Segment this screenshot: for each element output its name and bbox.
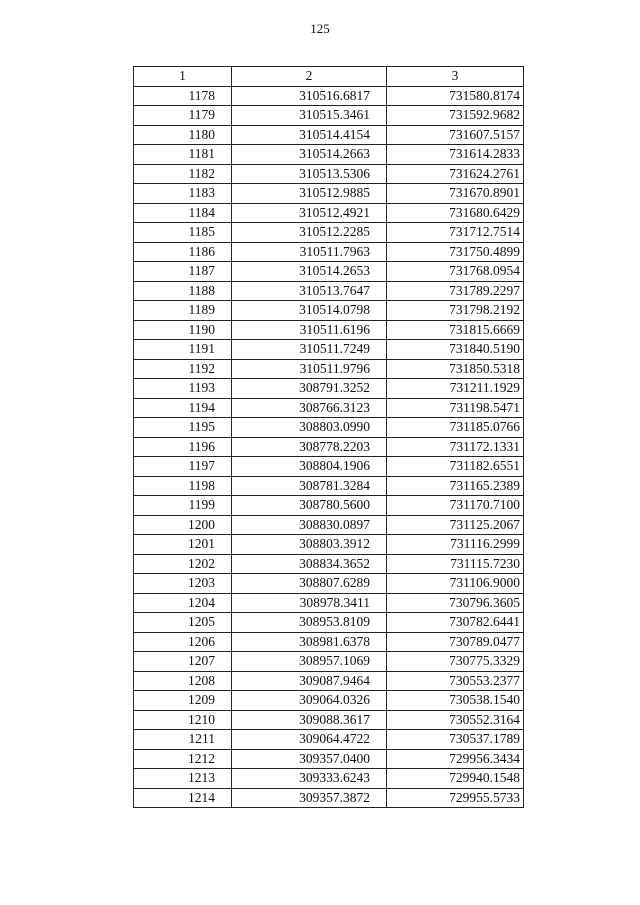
- x-coordinate-cell: 310514.2653: [232, 262, 387, 282]
- x-coordinate-cell: 308957.1069: [232, 652, 387, 672]
- x-coordinate-cell: 308978.3411: [232, 593, 387, 613]
- point-number-cell: 1201: [134, 535, 232, 555]
- point-number-cell: 1196: [134, 437, 232, 457]
- x-coordinate-cell: 309333.6243: [232, 769, 387, 789]
- point-number-cell: 1214: [134, 788, 232, 808]
- y-coordinate-cell: 731750.4899: [387, 242, 524, 262]
- x-coordinate-cell: 308766.3123: [232, 398, 387, 418]
- table-row: [134, 301, 524, 321]
- point-number-cell: 1209: [134, 691, 232, 711]
- y-coordinate-cell: 731614.2833: [387, 145, 524, 165]
- y-coordinate-cell: 731789.2297: [387, 281, 524, 301]
- y-coordinate-cell: 729956.3434: [387, 749, 524, 769]
- point-number-cell: 1187: [134, 262, 232, 282]
- table-row: [134, 164, 524, 184]
- y-coordinate-cell: 731840.5190: [387, 340, 524, 360]
- table-row: [134, 262, 524, 282]
- y-coordinate-cell: 731712.7514: [387, 223, 524, 243]
- x-coordinate-cell: 310512.4921: [232, 203, 387, 223]
- table-row: [134, 710, 524, 730]
- x-coordinate-cell: 310514.2663: [232, 145, 387, 165]
- y-coordinate-cell: 731798.2192: [387, 301, 524, 321]
- x-coordinate-cell: 310514.0798: [232, 301, 387, 321]
- table-row: [134, 242, 524, 262]
- y-coordinate-cell: 731198.5471: [387, 398, 524, 418]
- coordinates-table: [133, 66, 524, 808]
- point-number-cell: 1198: [134, 476, 232, 496]
- table-row: [134, 476, 524, 496]
- header-col-1: 1: [134, 67, 232, 87]
- point-number-cell: 1186: [134, 242, 232, 262]
- x-coordinate-cell: 310512.2285: [232, 223, 387, 243]
- x-coordinate-cell: 308981.6378: [232, 632, 387, 652]
- point-number-cell: 1212: [134, 749, 232, 769]
- point-number-cell: 1208: [134, 671, 232, 691]
- y-coordinate-cell: 730538.1540: [387, 691, 524, 711]
- table-row: [134, 106, 524, 126]
- x-coordinate-cell: 308791.3252: [232, 379, 387, 399]
- point-number-cell: 1190: [134, 320, 232, 340]
- x-coordinate-cell: 310515.3461: [232, 106, 387, 126]
- y-coordinate-cell: 731182.6551: [387, 457, 524, 477]
- point-number-cell: 1193: [134, 379, 232, 399]
- y-coordinate-cell: 731768.0954: [387, 262, 524, 282]
- table-row: [134, 652, 524, 672]
- table-row: [134, 554, 524, 574]
- point-number-cell: 1183: [134, 184, 232, 204]
- point-number-cell: 1192: [134, 359, 232, 379]
- table-row: [134, 437, 524, 457]
- y-coordinate-cell: 731172.1331: [387, 437, 524, 457]
- page-number: 125: [310, 21, 330, 36]
- x-coordinate-cell: 308803.3912: [232, 535, 387, 555]
- table-row: [134, 515, 524, 535]
- table-row: [134, 86, 524, 106]
- x-coordinate-cell: 310511.7249: [232, 340, 387, 360]
- x-coordinate-cell: 310511.6196: [232, 320, 387, 340]
- x-coordinate-cell: 310516.6817: [232, 86, 387, 106]
- table-row: [134, 613, 524, 633]
- table-row: [134, 496, 524, 516]
- x-coordinate-cell: 308830.0897: [232, 515, 387, 535]
- y-coordinate-cell: 730782.6441: [387, 613, 524, 633]
- table-row: [134, 281, 524, 301]
- x-coordinate-cell: 310511.7963: [232, 242, 387, 262]
- x-coordinate-cell: 309064.0326: [232, 691, 387, 711]
- table-row: [134, 223, 524, 243]
- x-coordinate-cell: 310513.7647: [232, 281, 387, 301]
- x-coordinate-cell: 309064.4722: [232, 730, 387, 750]
- y-coordinate-cell: 729940.1548: [387, 769, 524, 789]
- table-row: [134, 340, 524, 360]
- x-coordinate-cell: 309357.3872: [232, 788, 387, 808]
- x-coordinate-cell: 308953.8109: [232, 613, 387, 633]
- point-number-cell: 1195: [134, 418, 232, 438]
- y-coordinate-cell: 731115.7230: [387, 554, 524, 574]
- x-coordinate-cell: 310511.9796: [232, 359, 387, 379]
- point-number-cell: 1191: [134, 340, 232, 360]
- point-number-cell: 1179: [134, 106, 232, 126]
- y-coordinate-cell: 731116.2999: [387, 535, 524, 555]
- x-coordinate-cell: 309087.9464: [232, 671, 387, 691]
- table-row: [134, 145, 524, 165]
- point-number-cell: 1180: [134, 125, 232, 145]
- table-row: [134, 691, 524, 711]
- x-coordinate-cell: 308780.5600: [232, 496, 387, 516]
- y-coordinate-cell: 731211.1929: [387, 379, 524, 399]
- x-coordinate-cell: 309088.3617: [232, 710, 387, 730]
- y-coordinate-cell: 730552.3164: [387, 710, 524, 730]
- point-number-cell: 1207: [134, 652, 232, 672]
- point-number-cell: 1206: [134, 632, 232, 652]
- y-coordinate-cell: 731580.8174: [387, 86, 524, 106]
- table-header-row: [134, 67, 524, 87]
- point-number-cell: 1210: [134, 710, 232, 730]
- table-row: [134, 730, 524, 750]
- y-coordinate-cell: 731680.6429: [387, 203, 524, 223]
- table-row: [134, 457, 524, 477]
- point-number-cell: 1205: [134, 613, 232, 633]
- point-number-cell: 1202: [134, 554, 232, 574]
- x-coordinate-cell: 310513.5306: [232, 164, 387, 184]
- x-coordinate-cell: 308834.3652: [232, 554, 387, 574]
- y-coordinate-cell: 730537.1789: [387, 730, 524, 750]
- x-coordinate-cell: 309357.0400: [232, 749, 387, 769]
- table-row: [134, 418, 524, 438]
- point-number-cell: 1194: [134, 398, 232, 418]
- y-coordinate-cell: 731185.0766: [387, 418, 524, 438]
- table-row: [134, 535, 524, 555]
- x-coordinate-cell: 308781.3284: [232, 476, 387, 496]
- y-coordinate-cell: 731670.8901: [387, 184, 524, 204]
- point-number-cell: 1197: [134, 457, 232, 477]
- y-coordinate-cell: 730796.3605: [387, 593, 524, 613]
- table-row: [134, 788, 524, 808]
- point-number-cell: 1199: [134, 496, 232, 516]
- point-number-cell: 1211: [134, 730, 232, 750]
- point-number-cell: 1204: [134, 593, 232, 613]
- header-col-2: 2: [232, 67, 387, 87]
- point-number-cell: 1181: [134, 145, 232, 165]
- y-coordinate-cell: 731815.6669: [387, 320, 524, 340]
- y-coordinate-cell: 731165.2389: [387, 476, 524, 496]
- table-row: [134, 671, 524, 691]
- y-coordinate-cell: 731170.7100: [387, 496, 524, 516]
- table-row: [134, 398, 524, 418]
- x-coordinate-cell: 308803.0990: [232, 418, 387, 438]
- point-number-cell: 1182: [134, 164, 232, 184]
- point-number-cell: 1200: [134, 515, 232, 535]
- x-coordinate-cell: 310514.4154: [232, 125, 387, 145]
- table-row: [134, 203, 524, 223]
- table-row: [134, 749, 524, 769]
- table-row: [134, 184, 524, 204]
- x-coordinate-cell: 308804.1906: [232, 457, 387, 477]
- y-coordinate-cell: 730775.3329: [387, 652, 524, 672]
- header-col-3: 3: [387, 67, 524, 87]
- y-coordinate-cell: 731850.5318: [387, 359, 524, 379]
- y-coordinate-cell: 730789.0477: [387, 632, 524, 652]
- point-number-cell: 1184: [134, 203, 232, 223]
- x-coordinate-cell: 308807.6289: [232, 574, 387, 594]
- y-coordinate-cell: 730553.2377: [387, 671, 524, 691]
- x-coordinate-cell: 310512.9885: [232, 184, 387, 204]
- point-number-cell: 1213: [134, 769, 232, 789]
- point-number-cell: 1188: [134, 281, 232, 301]
- table-row: [134, 574, 524, 594]
- y-coordinate-cell: 731125.2067: [387, 515, 524, 535]
- x-coordinate-cell: 308778.2203: [232, 437, 387, 457]
- y-coordinate-cell: 731624.2761: [387, 164, 524, 184]
- table-row: [134, 379, 524, 399]
- y-coordinate-cell: 731607.5157: [387, 125, 524, 145]
- y-coordinate-cell: 731592.9682: [387, 106, 524, 126]
- table-row: [134, 632, 524, 652]
- table-row: [134, 359, 524, 379]
- table-row: [134, 593, 524, 613]
- y-coordinate-cell: 731106.9000: [387, 574, 524, 594]
- point-number-cell: 1178: [134, 86, 232, 106]
- point-number-cell: 1203: [134, 574, 232, 594]
- table-row: [134, 769, 524, 789]
- point-number-cell: 1185: [134, 223, 232, 243]
- y-coordinate-cell: 729955.5733: [387, 788, 524, 808]
- table-row: [134, 320, 524, 340]
- point-number-cell: 1189: [134, 301, 232, 321]
- table-row: [134, 125, 524, 145]
